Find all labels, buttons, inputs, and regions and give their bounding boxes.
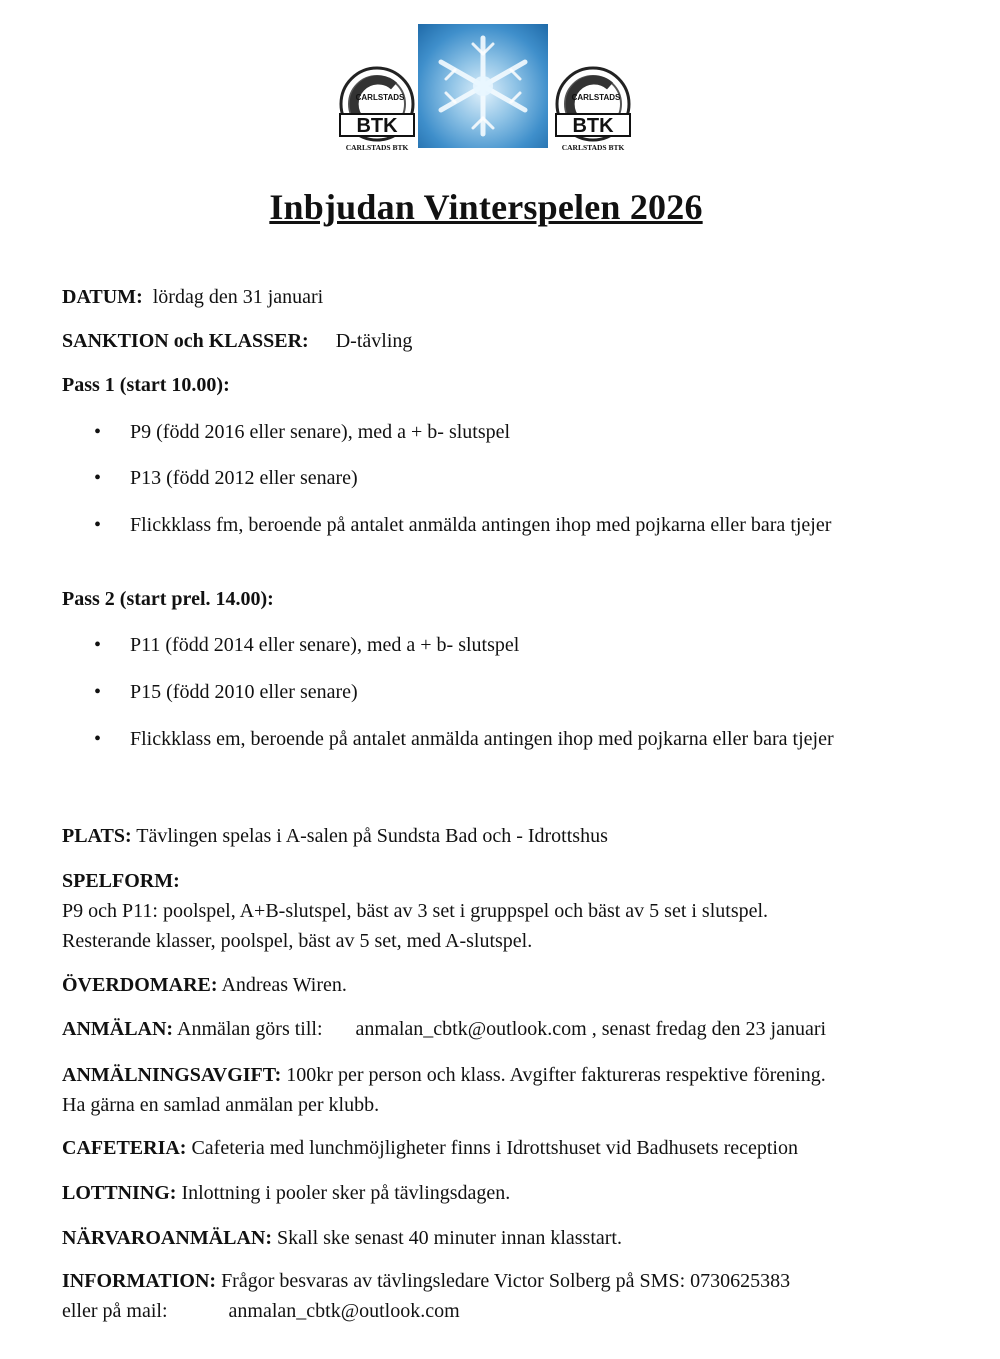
information-line2-prefix: eller på mail: <box>62 1300 168 1322</box>
information-value: Frågor besvaras av tävlingsledare Victor Solberg på SMS: 0730625383 <box>221 1270 791 1292</box>
spelform-line2: Resterande klasser, poolspel, bäst av 5 set, med A-slutspel. <box>62 930 533 952</box>
svg-text:BTK: BTK <box>356 115 398 137</box>
cafeteria-value: Cafeteria med lunchmöjligheter finns i Idrottshuset vid Badhusets reception <box>191 1137 798 1159</box>
information-label: INFORMATION: <box>62 1270 217 1292</box>
overdomare-label: ÖVERDOMARE: <box>62 974 218 996</box>
bullet-icon: • <box>94 421 102 443</box>
svg-text:CARLSTADS: CARLSTADS <box>571 93 621 102</box>
page-title: Inbjudan Vinterspelen 2026 <box>269 187 703 227</box>
information-email-link[interactable]: anmalan_cbtk@outlook.com <box>228 1300 460 1322</box>
spelform-line1: P9 och P11: poolspel, A+B-slutspel, bäst av 3 set i gruppspel och bäst av 5 set i slutspel. <box>62 900 769 922</box>
sanktion-line <box>62 326 942 356</box>
spelform-label: SPELFORM: <box>62 870 180 892</box>
lottning-line <box>62 1178 942 1208</box>
header-logos <box>0 24 1000 154</box>
list-item-text: P13 (född 2012 eller senare) <box>130 467 358 489</box>
anmalan-prefix: Anmälan görs till: <box>177 1018 323 1040</box>
anmalan-email-link[interactable]: anmalan_cbtk@outlook.com <box>355 1018 587 1040</box>
avgift-value: 100kr per person och klass. Avgifter faktureras respektive förening. Ha gärna en samlad anmälan per klubb. <box>62 1064 826 1116</box>
svg-text:BTK: BTK <box>572 115 614 137</box>
bullet-icon: • <box>94 467 102 489</box>
plats-value: Tävlingen spelas i A-salen på Sundsta Bad och - Idrottshus <box>136 825 608 847</box>
svg-text:CARLSTADS: CARLSTADS <box>355 93 405 102</box>
list-item-text: Flickklass em, beroende på antalet anmälda antingen ihop med pojkarna eller bara tjejer <box>130 728 834 750</box>
sanktion-value: D-tävling <box>335 330 413 352</box>
narvaro-label: NÄRVAROANMÄLAN: <box>62 1227 273 1249</box>
plats-line <box>62 821 942 851</box>
pass2-heading: Pass 2 (start prel. 14.00): <box>62 588 274 610</box>
snowflake-icon <box>418 24 548 148</box>
bullet-icon: • <box>94 681 102 703</box>
plats-label: PLATS: <box>62 825 132 847</box>
overdomare-line <box>62 970 942 1000</box>
snowflake-image <box>418 24 548 148</box>
avgift-block <box>62 1060 852 1120</box>
datum-value: lördag den 31 januari <box>152 286 324 308</box>
anmalan-line <box>62 1014 962 1044</box>
narvaro-value: Skall ske senast 40 minuter innan klasstart. <box>277 1227 622 1249</box>
datum-line <box>62 282 942 312</box>
cafeteria-label: CAFETERIA: <box>62 1137 187 1159</box>
list-item-text: P15 (född 2010 eller senare) <box>130 681 358 703</box>
bullet-icon: • <box>94 634 102 656</box>
sanktion-label: SANKTION och KLASSER: <box>62 330 309 352</box>
lottning-value: Inlottning i pooler sker på tävlingsdagen. <box>181 1182 511 1204</box>
datum-label: DATUM: <box>62 286 143 308</box>
anmalan-label: ANMÄLAN: <box>62 1018 174 1040</box>
bullet-icon: • <box>94 728 102 750</box>
list-item-text: Flickklass fm, beroende på antalet anmälda antingen ihop med pojkarna eller bara tjejer <box>130 514 832 536</box>
club-logo-left <box>332 64 422 152</box>
spelform-block <box>62 866 942 956</box>
bullet-icon: • <box>94 514 102 536</box>
cafeteria-line <box>62 1133 962 1163</box>
list-item-text: P11 (född 2014 eller senare), med a + b- slutspel <box>130 634 520 656</box>
anmalan-suffix: , senast fredag den 23 januari <box>591 1018 827 1040</box>
overdomare-value: Andreas Wiren. <box>221 974 347 996</box>
list-item-text: P9 (född 2016 eller senare), med a + b- slutspel <box>130 421 511 443</box>
information-block <box>62 1266 942 1326</box>
svg-text:CARLSTADS BTK: CARLSTADS BTK <box>345 143 409 152</box>
lottning-label: LOTTNING: <box>62 1182 177 1204</box>
club-logo-right <box>548 64 638 152</box>
avgift-label: ANMÄLNINGSAVGIFT: <box>62 1064 282 1086</box>
narvaro-line <box>62 1223 942 1253</box>
pass1-heading: Pass 1 (start 10.00): <box>62 374 230 396</box>
svg-text:CARLSTADS BTK: CARLSTADS BTK <box>561 143 625 152</box>
